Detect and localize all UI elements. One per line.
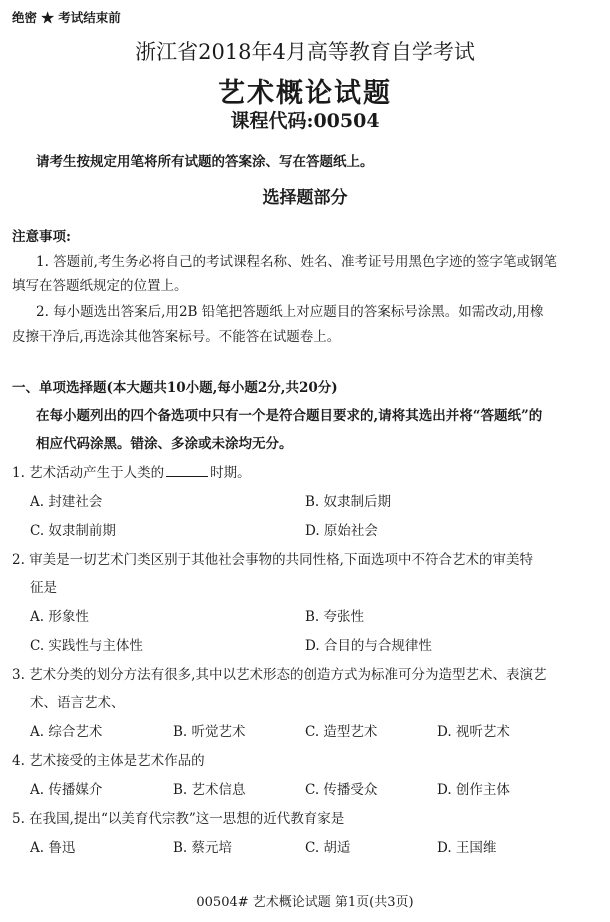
question-5-option-d: D. 王国维 (437, 840, 497, 856)
question-3-option-d: D. 视听艺术 (437, 724, 510, 740)
question-4-option-b: B. 艺术信息 (173, 782, 246, 798)
question-2-stem-line-2: 征是 (30, 580, 57, 596)
section-title: 选择题部分 (262, 188, 348, 208)
exam-title: 浙江省2018年4月高等教育自学考试 (135, 40, 475, 64)
question-2-option-c: C. 实践性与主体性 (30, 638, 143, 654)
question-3-option-b: B. 听觉艺术 (173, 724, 246, 740)
question-1-option-b: B. 奴隶制后期 (305, 494, 392, 510)
part1-heading: 一、单项选择题(本大题共10小题,每小题2分,共20分) (12, 380, 338, 396)
question-1-option-d: D. 原始社会 (305, 523, 378, 539)
question-4-option-a: A. 传播媒介 (30, 782, 103, 798)
part1-description-line-1: 在每小题列出的四个备选项中只有一个是符合题目要求的,请将其选出并将“答题纸”的 (36, 408, 543, 424)
question-3-option-c: C. 造型艺术 (305, 724, 378, 740)
question-3-option-a: A. 综合艺术 (30, 724, 103, 740)
question-4-option-d: D. 创作主体 (437, 782, 510, 798)
answer-instruction: 请考生按规定用笔将所有试题的答案涂、写在答题纸上。 (36, 154, 374, 170)
question-5-option-c: C. 胡适 (305, 840, 351, 856)
question-3-stem-line-2: 术、语言艺术、 (30, 695, 125, 711)
answer-blank (166, 464, 208, 477)
subject-title: 艺术概论试题 (218, 78, 392, 109)
page-footer: 00504# 艺术概论试题 第1页(共3页) (196, 895, 414, 910)
question-1-option-c: C. 奴隶制前期 (30, 523, 116, 539)
note-1-line-2: 填写在答题纸规定的位置上。 (12, 278, 188, 294)
question-1-option-a: A. 封建社会 (30, 494, 103, 510)
confidential-label: 绝密 ★ 考试结束前 (12, 10, 121, 25)
question-2-stem-line-1: 2. 审美是一切艺术门类区别于其他社会事物的共同性格,下面选项中不符合艺术的审美特 (12, 552, 533, 568)
question-5-stem: 5. 在我国,提出“以美育代宗教”这一思想的近代教育家是 (12, 811, 345, 827)
question-1-stem-start: 1. 艺术活动产生于人类的 (12, 465, 165, 481)
notes-heading: 注意事项: (12, 229, 71, 245)
note-1-line-1: 1. 答题前,考生务必将自己的考试课程名称、姓名、准考证号用黑色字迹的签字笔或钢笔 (36, 254, 557, 270)
question-5-option-a: A. 鲁迅 (30, 840, 76, 856)
question-3-stem-line-1: 3. 艺术分类的划分方法有很多,其中以艺术形态的创造方式为标准可分为造型艺术、表演艺 (12, 667, 547, 683)
question-2-option-b: B. 夸张性 (305, 609, 365, 625)
question-5-option-b: B. 蔡元培 (173, 840, 233, 856)
question-2-option-d: D. 合目的与合规律性 (305, 638, 432, 654)
question-4-stem: 4. 艺术接受的主体是艺术作品的 (12, 753, 205, 769)
question-1-stem-end: 时期。 (210, 465, 251, 481)
question-4-option-c: C. 传播受众 (305, 782, 378, 798)
question-1-stem (12, 461, 251, 481)
part1-description-line-2: 相应代码涂黑。错涂、多涂或未涂均无分。 (36, 436, 293, 452)
course-code: 课程代码:00504 (230, 110, 380, 132)
note-2-line-1: 2. 每小题选出答案后,用2B 铅笔把答题纸上对应题目的答案标号涂黑。如需改动,用橡 (36, 304, 544, 320)
note-2-line-2: 皮擦干净后,再选涂其他答案标号。不能答在试题卷上。 (12, 329, 341, 345)
question-2-option-a: A. 形象性 (30, 609, 89, 625)
